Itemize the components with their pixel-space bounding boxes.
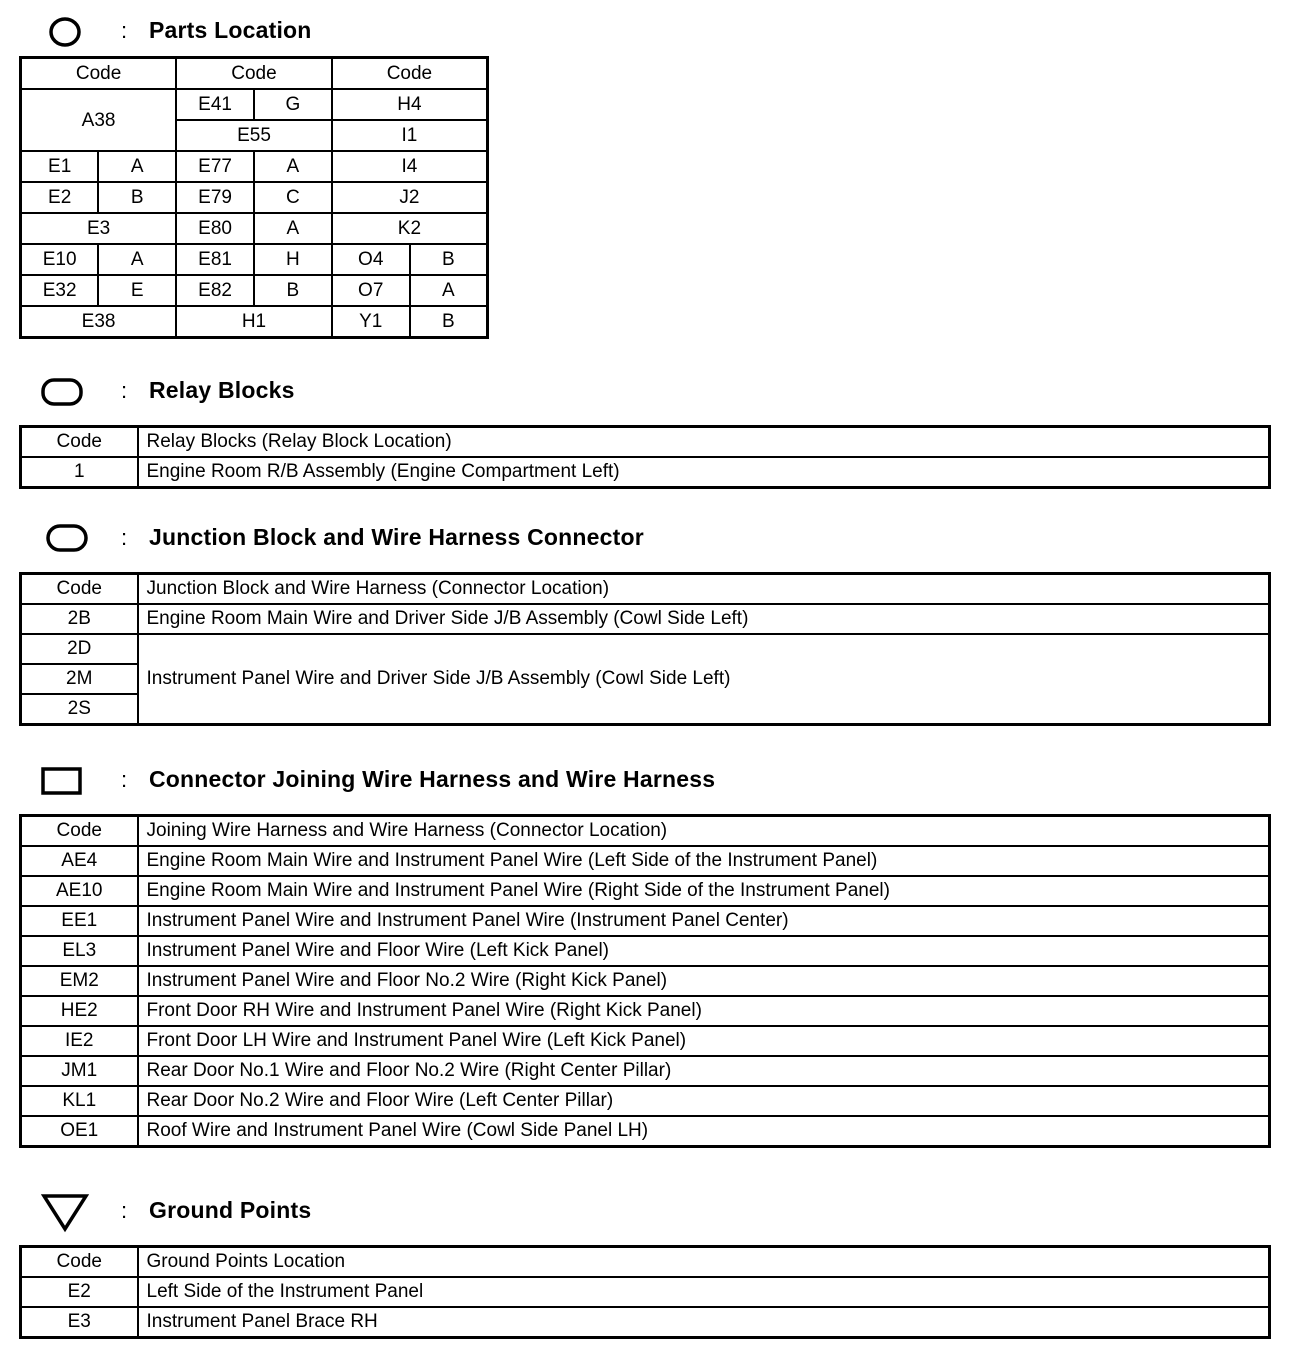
description-cell: Front Door LH Wire and Instrument Panel Wire (Left Kick Panel) bbox=[138, 1026, 1270, 1056]
table-row bbox=[21, 1116, 1270, 1147]
code-cell: J2 bbox=[332, 182, 488, 213]
table-row bbox=[21, 1086, 1270, 1116]
code-cell: E2 bbox=[21, 182, 99, 213]
code-cell: E2 bbox=[21, 1277, 138, 1307]
description-cell: Engine Room Main Wire and Instrument Panel Wire (Right Side of the Instrument Panel) bbox=[138, 876, 1270, 906]
subcode-cell: A bbox=[254, 151, 332, 182]
subcode-cell: B bbox=[98, 182, 176, 213]
table-row bbox=[21, 1277, 1270, 1307]
table-row bbox=[21, 213, 488, 244]
table-row bbox=[21, 457, 1270, 488]
code-cell: E10 bbox=[21, 244, 99, 275]
description-cell: Instrument Panel Brace RH bbox=[138, 1307, 1270, 1338]
subcode-cell: B bbox=[254, 275, 332, 306]
code-cell: E80 bbox=[176, 213, 254, 244]
subcode-cell: B bbox=[410, 306, 488, 338]
code-cell: O4 bbox=[332, 244, 410, 275]
code-cell: EM2 bbox=[21, 966, 138, 996]
relay-blocks-table bbox=[19, 425, 1271, 489]
ground-points-table bbox=[19, 1245, 1271, 1339]
section-title: Connector Joining Wire Harness and Wire Harness bbox=[149, 766, 716, 792]
table-header-row bbox=[21, 574, 1270, 605]
description-cell: Roof Wire and Instrument Panel Wire (Cowl Side Panel LH) bbox=[138, 1116, 1270, 1147]
subcode-cell: E bbox=[98, 275, 176, 306]
code-cell: H4 bbox=[332, 89, 488, 120]
code-cell: AE10 bbox=[21, 876, 138, 906]
separator-colon: : bbox=[121, 1198, 128, 1223]
section-title: Junction Block and Wire Harness Connector bbox=[149, 524, 644, 550]
code-cell: E3 bbox=[21, 213, 177, 244]
code-cell: EE1 bbox=[21, 906, 138, 936]
table-row bbox=[21, 306, 488, 338]
table-row bbox=[21, 58, 488, 90]
code-cell: IE2 bbox=[21, 1026, 138, 1056]
code-cell: K2 bbox=[332, 213, 488, 244]
code-cell: O7 bbox=[332, 275, 410, 306]
section-title: Ground Points bbox=[149, 1197, 312, 1223]
table-row bbox=[21, 1056, 1270, 1086]
description-cell: Instrument Panel Wire and Floor No.2 Wire (Right Kick Panel) bbox=[138, 966, 1270, 996]
header-code: Code bbox=[176, 58, 332, 90]
description-cell: Left Side of the Instrument Panel bbox=[138, 1277, 1270, 1307]
description-cell: Engine Room R/B Assembly (Engine Compartment Left) bbox=[138, 457, 1270, 488]
ground-points-header bbox=[0, 1192, 1290, 1232]
subcode-cell: B bbox=[410, 244, 488, 275]
header-code: Code bbox=[21, 427, 138, 458]
subcode-cell: G bbox=[254, 89, 332, 120]
parts-location-table bbox=[19, 56, 489, 339]
code-cell: E77 bbox=[176, 151, 254, 182]
subcode-cell: A bbox=[98, 151, 176, 182]
description-cell: Rear Door No.1 Wire and Floor No.2 Wire (Right Center Pillar) bbox=[138, 1056, 1270, 1086]
table-row bbox=[21, 244, 488, 275]
code-cell: 2S bbox=[21, 694, 138, 725]
code-cell: OE1 bbox=[21, 1116, 138, 1147]
triangle-down-icon bbox=[41, 1193, 89, 1233]
separator-colon: : bbox=[121, 525, 128, 550]
description-cell: Front Door RH Wire and Instrument Panel Wire (Right Kick Panel) bbox=[138, 996, 1270, 1026]
header-description: Ground Points Location bbox=[138, 1247, 1270, 1278]
code-cell: E38 bbox=[21, 306, 177, 338]
header-code: Code bbox=[21, 574, 138, 605]
code-cell: E1 bbox=[21, 151, 99, 182]
parts-location-header bbox=[0, 12, 1290, 52]
code-cell: H1 bbox=[176, 306, 332, 338]
code-cell: 2D bbox=[21, 634, 138, 664]
code-cell: E3 bbox=[21, 1307, 138, 1338]
table-header-row bbox=[21, 1247, 1270, 1278]
rounded-oval-icon bbox=[46, 524, 90, 554]
header-description: Joining Wire Harness and Wire Harness (Connector Location) bbox=[138, 816, 1270, 847]
subcode-cell: H bbox=[254, 244, 332, 275]
code-cell: I4 bbox=[332, 151, 488, 182]
table-row bbox=[21, 275, 488, 306]
table-row bbox=[21, 634, 1270, 664]
separator-colon: : bbox=[121, 378, 128, 403]
table-row bbox=[21, 996, 1270, 1026]
code-cell: E81 bbox=[176, 244, 254, 275]
header-description: Relay Blocks (Relay Block Location) bbox=[138, 427, 1270, 458]
table-row bbox=[21, 846, 1270, 876]
table-row bbox=[21, 1307, 1270, 1338]
description-cell: Instrument Panel Wire and Driver Side J/B Assembly (Cowl Side Left) bbox=[138, 634, 1270, 725]
table-row bbox=[21, 876, 1270, 906]
description-cell: Instrument Panel Wire and Instrument Panel Wire (Instrument Panel Center) bbox=[138, 906, 1270, 936]
description-cell: Rear Door No.2 Wire and Floor Wire (Left Center Pillar) bbox=[138, 1086, 1270, 1116]
header-code: Code bbox=[332, 58, 488, 90]
junction-block-header bbox=[0, 519, 1290, 559]
code-cell: 1 bbox=[21, 457, 138, 488]
code-cell: Y1 bbox=[332, 306, 410, 338]
subcode-cell: A bbox=[98, 244, 176, 275]
code-cell: E55 bbox=[176, 120, 332, 151]
junction-block-table bbox=[19, 572, 1271, 726]
table-row bbox=[21, 906, 1270, 936]
connector-joining-header bbox=[0, 761, 1290, 801]
code-cell: E79 bbox=[176, 182, 254, 213]
subcode-cell: A bbox=[254, 213, 332, 244]
subcode-cell: C bbox=[254, 182, 332, 213]
header-code: Code bbox=[21, 816, 138, 847]
code-cell: I1 bbox=[332, 120, 488, 151]
table-header-row bbox=[21, 816, 1270, 847]
table-row bbox=[21, 182, 488, 213]
description-cell: Engine Room Main Wire and Driver Side J/B Assembly (Cowl Side Left) bbox=[138, 604, 1270, 634]
code-cell: E41 bbox=[176, 89, 254, 120]
rounded-rect-icon bbox=[41, 378, 85, 408]
rectangle-icon bbox=[41, 767, 85, 797]
code-cell: 2B bbox=[21, 604, 138, 634]
section-title: Relay Blocks bbox=[149, 377, 295, 403]
code-cell: E82 bbox=[176, 275, 254, 306]
table-header-row bbox=[21, 427, 1270, 458]
description-cell: Instrument Panel Wire and Floor Wire (Left Kick Panel) bbox=[138, 936, 1270, 966]
separator-colon: : bbox=[121, 767, 128, 792]
relay-blocks-header bbox=[0, 372, 1290, 412]
code-cell: KL1 bbox=[21, 1086, 138, 1116]
code-cell: E32 bbox=[21, 275, 99, 306]
code-cell: EL3 bbox=[21, 936, 138, 966]
connector-joining-table bbox=[19, 814, 1271, 1148]
section-title: Parts Location bbox=[149, 17, 312, 43]
circle-icon bbox=[48, 16, 82, 48]
table-row bbox=[21, 89, 488, 120]
header-code: Code bbox=[21, 58, 177, 90]
separator-colon: : bbox=[121, 18, 128, 43]
description-cell: Engine Room Main Wire and Instrument Panel Wire (Left Side of the Instrument Panel) bbox=[138, 846, 1270, 876]
code-cell: 2M bbox=[21, 664, 138, 694]
table-row bbox=[21, 604, 1270, 634]
table-row bbox=[21, 151, 488, 182]
table-row bbox=[21, 1026, 1270, 1056]
code-cell: A38 bbox=[21, 89, 177, 151]
subcode-cell: A bbox=[410, 275, 488, 306]
code-cell: JM1 bbox=[21, 1056, 138, 1086]
header-description: Junction Block and Wire Harness (Connector Location) bbox=[138, 574, 1270, 605]
header-code: Code bbox=[21, 1247, 138, 1278]
table-row bbox=[21, 966, 1270, 996]
code-cell: HE2 bbox=[21, 996, 138, 1026]
code-cell: AE4 bbox=[21, 846, 138, 876]
table-row bbox=[21, 936, 1270, 966]
